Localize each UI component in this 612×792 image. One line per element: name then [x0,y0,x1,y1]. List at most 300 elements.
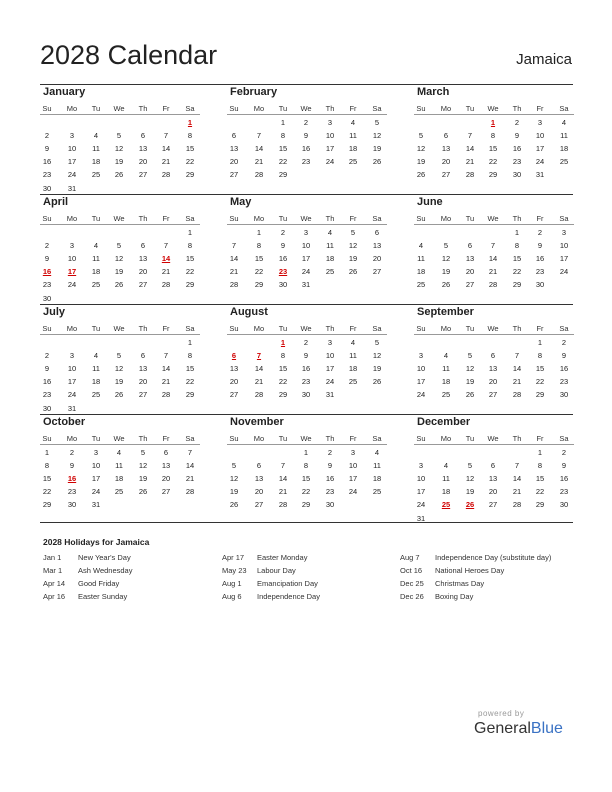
calendar-day: 15 [254,254,264,264]
calendar-day: 4 [327,228,333,237]
weekday-label: Fr [349,104,357,113]
calendar-day: 26 [416,170,426,180]
calendar-day: 23 [559,487,569,497]
weekday-label: Su [42,104,52,113]
calendar-day: 11 [442,364,450,374]
calendar-day: 7 [514,351,520,361]
calendar-day: 21 [512,377,522,387]
weekday-label: Su [416,214,426,223]
calendar-day: 17 [416,487,426,497]
calendar-day: 14 [488,254,498,264]
calendar-day: 2 [69,448,75,457]
calendar-day: 7 [163,351,169,361]
calendar-day: 1 [187,338,193,347]
calendar-day: 4 [418,241,424,251]
calendar-day: 22 [301,487,311,497]
calendar-day: 4 [116,448,122,457]
calendar-day: 12 [465,364,475,374]
weekday-label: Su [416,434,426,443]
calendar-day: 3 [69,351,75,361]
weekday-label: Sa [372,434,382,443]
calendar-day: 7 [280,461,286,471]
weekday-label: Mo [66,324,78,333]
calendar-day: 26 [348,267,358,277]
weekday-divider [414,334,574,335]
calendar-day: 20 [138,267,148,277]
weekday-label: Tu [278,324,288,333]
calendar-day: 21 [254,377,264,387]
weekday-label: Th [138,104,148,113]
month-name: December [417,416,471,428]
holiday-name: Ash Wednesday [78,566,133,575]
weekday-divider [40,224,200,225]
calendar-day: 24 [301,267,311,277]
calendar-day: 2 [280,228,286,237]
calendar-day: 7 [163,131,169,141]
calendar-day: 29 [301,500,311,510]
calendar-day: 17 [67,157,77,167]
calendar-day: 24 [325,157,335,167]
calendar-day: 7 [256,131,262,141]
calendar-day: 16 [559,474,569,484]
calendar-day: 2 [561,338,567,347]
calendar-day: 13 [161,461,171,471]
calendar-day: 11 [442,474,450,484]
calendar-day: 29 [535,500,545,510]
calendar-day: 28 [254,170,264,180]
weekday-label: Sa [372,324,382,333]
calendar-day: 27 [488,390,498,400]
weekday-label: Fr [536,434,544,443]
calendar-day: 2 [327,448,333,457]
calendar-day: 18 [91,157,101,167]
holiday-day: 1 [490,118,496,127]
calendar-day: 11 [92,364,100,374]
calendar-day: 29 [278,170,288,180]
weekday-label: Mo [66,434,78,443]
calendar-day: 5 [231,461,237,471]
weekday-label: Sa [372,104,382,113]
calendar-day: 31 [535,170,545,180]
calendar-day: 9 [44,254,50,264]
calendar-day: 1 [514,228,520,237]
calendar-day: 2 [44,351,50,361]
calendar-day: 10 [67,364,77,374]
calendar-day: 27 [229,170,239,180]
calendar-day: 29 [185,280,195,290]
holiday-day: 17 [67,267,77,277]
month-name: October [43,416,86,428]
calendar-day: 3 [327,338,333,347]
calendar-day: 25 [559,157,569,167]
calendar-day: 2 [303,338,309,347]
calendar-day: 9 [303,131,309,141]
calendar-day: 5 [350,228,356,237]
weekday-label: Mo [440,214,452,223]
calendar-day: 9 [44,364,50,374]
weekday-label: Mo [253,324,265,333]
calendar-day: 7 [490,241,496,251]
calendar-day: 5 [418,131,424,141]
holiday-name: Independence Day (substitute day) [435,553,552,562]
calendar-day: 15 [278,364,288,374]
calendar-day: 15 [301,474,311,484]
weekday-label: Th [138,324,148,333]
holiday-date: Mar 1 [43,566,63,575]
holiday-name: National Heroes Day [435,566,505,575]
calendar-day: 22 [185,157,195,167]
calendar-day: 2 [537,228,543,237]
calendar-day: 24 [535,157,545,167]
weekday-label: Th [512,214,522,223]
calendar-day: 4 [350,338,356,347]
calendar-day: 14 [229,254,239,264]
calendar-day: 8 [490,131,496,141]
calendar-day: 1 [537,338,543,347]
calendar-day: 29 [185,170,195,180]
holiday-day: 23 [278,267,288,277]
calendar-day: 12 [114,144,124,154]
calendar-day: 6 [467,241,473,251]
calendar-day: 20 [488,487,498,497]
calendar-day: 10 [325,131,335,141]
calendar-day: 26 [372,377,382,387]
calendar-day: 27 [138,390,148,400]
calendar-day: 16 [301,364,311,374]
calendar-day: 21 [161,157,171,167]
calendar-day: 14 [161,364,171,374]
calendar-day: 30 [67,500,77,510]
calendar-day: 10 [535,131,545,141]
calendar-day: 2 [44,131,50,141]
calendar-day: 22 [535,487,545,497]
calendar-day: 12 [114,364,124,374]
weekday-label: Sa [559,214,569,223]
weekday-divider [40,114,200,115]
calendar-day: 23 [42,390,52,400]
powered-by-text: powered by [478,709,525,718]
calendar-day: 28 [512,500,522,510]
calendar-day: 28 [254,390,264,400]
calendar-day: 18 [441,377,451,387]
calendar-day: 18 [114,474,124,484]
weekday-label: We [487,104,499,113]
calendar-day: 15 [535,364,545,374]
weekday-label: Sa [559,104,569,113]
calendar-day: 6 [443,131,449,141]
calendar-day: 23 [301,157,311,167]
weekday-label: Mo [66,104,78,113]
holiday-day: 14 [161,254,171,264]
calendar-day: 4 [561,118,567,127]
calendar-day: 3 [69,241,75,251]
weekday-label: Su [42,324,52,333]
month-december [414,414,574,524]
weekday-label: Sa [185,104,195,113]
month-april [40,194,200,304]
calendar-day: 20 [229,377,239,387]
calendar-day: 1 [44,448,50,457]
calendar-day: 1 [187,228,193,237]
calendar-day: 19 [348,254,358,264]
weekday-label: Tu [91,104,101,113]
calendar-day: 25 [91,170,101,180]
calendar-day: 8 [256,241,262,251]
calendar-day: 27 [229,390,239,400]
calendar-day: 22 [185,377,195,387]
calendar-day: 22 [278,157,288,167]
calendar-day: 9 [303,351,309,361]
calendar-day: 21 [254,157,264,167]
calendar-day: 20 [138,157,148,167]
calendar-day: 10 [416,364,426,374]
calendar-day: 27 [465,280,475,290]
calendar-day: 7 [187,448,193,457]
weekday-label: Th [138,434,148,443]
calendar-day: 16 [42,157,52,167]
calendar-day: 12 [372,351,382,361]
calendar-day: 25 [348,377,358,387]
calendar-day: 14 [512,474,522,484]
calendar-day: 13 [254,474,264,484]
calendar-day: 16 [301,144,311,154]
calendar-day: 3 [350,448,356,457]
holiday-day: 7 [256,351,262,361]
weekday-label: Fr [536,214,544,223]
brand-blue: Blue [530,720,563,737]
calendar-day: 22 [512,267,522,277]
calendar-day: 16 [559,364,569,374]
calendar-day: 20 [161,474,171,484]
holiday-date: Apr 16 [43,592,66,601]
calendar-day: 6 [490,461,496,471]
calendar-day: 28 [488,280,498,290]
page-title: 2028 Calendar [40,40,218,70]
calendar-day: 17 [559,254,569,264]
calendar-day: 3 [93,448,99,457]
calendar-day: 11 [326,241,334,251]
calendar-day: 18 [91,267,101,277]
calendar-day: 25 [441,390,451,400]
weekday-label: Fr [162,434,170,443]
calendar-day: 1 [303,448,309,457]
calendar-day: 16 [42,377,52,387]
holiday-date: Aug 1 [222,579,242,588]
weekday-label: We [300,434,312,443]
country-name: Jamaica [516,51,572,68]
weekday-label: Th [512,434,522,443]
weekday-label: Fr [162,324,170,333]
calendar-day: 31 [67,183,77,193]
month-february [227,84,387,194]
calendar-day: 19 [372,364,382,374]
calendar-day: 5 [116,351,122,361]
calendar-day: 29 [278,390,288,400]
calendar-day: 26 [229,500,239,510]
calendar-day: 9 [514,131,520,141]
calendar-day: 3 [69,131,75,141]
calendar-day: 30 [42,403,52,413]
weekday-label: We [113,434,125,443]
weekday-label: We [300,104,312,113]
calendar-day: 13 [229,144,239,154]
holiday-day: 16 [42,267,52,277]
calendar-day: 26 [465,390,475,400]
calendar-day: 15 [278,144,288,154]
month-october [40,414,200,524]
month-july [40,304,200,414]
weekday-label: Su [229,104,239,113]
calendar-day: 21 [278,487,288,497]
calendar-day: 17 [416,377,426,387]
calendar-day: 13 [372,241,382,251]
holiday-name: Easter Sunday [78,592,128,601]
calendar-day: 9 [561,461,567,471]
month-name: September [417,306,474,318]
calendar-day: 9 [561,351,567,361]
calendar-day: 5 [467,351,473,361]
weekday-label: Mo [440,104,452,113]
calendar-day: 23 [512,157,522,167]
calendar-day: 30 [42,183,52,193]
calendar-day: 19 [372,144,382,154]
brand-logo[interactable] [474,720,563,738]
calendar-day: 31 [325,390,335,400]
weekday-label: Th [512,104,522,113]
calendar-day: 4 [93,351,99,361]
calendar-day: 29 [42,500,52,510]
weekday-label: We [300,214,312,223]
month-november [227,414,387,524]
calendar-day: 11 [349,131,357,141]
weekday-label: Tu [465,104,475,113]
calendar-day: 16 [535,254,545,264]
calendar-day: 8 [187,131,193,141]
month-name: August [230,306,268,318]
weekday-label: Fr [536,104,544,113]
calendar-day: 8 [187,241,193,251]
calendar-day: 6 [163,448,169,457]
calendar-day: 12 [465,474,475,484]
calendar-day: 14 [161,144,171,154]
calendar-day: 3 [303,228,309,237]
calendar-day: 22 [42,487,52,497]
weekday-label: Tu [465,324,475,333]
calendar-day: 30 [559,390,569,400]
calendar-day: 8 [187,351,193,361]
calendar-day: 6 [140,131,146,141]
calendar-day: 20 [441,157,451,167]
calendar-day: 25 [348,157,358,167]
calendar-day: 19 [114,267,124,277]
calendar-day: 14 [512,364,522,374]
weekday-label: We [113,214,125,223]
calendar-day: 16 [278,254,288,264]
holiday-day: 1 [187,118,193,127]
calendar-day: 10 [91,461,101,471]
calendar-day: 14 [185,461,195,471]
calendar-day: 28 [229,280,239,290]
calendar-day: 5 [374,338,380,347]
calendar-day: 30 [42,293,52,303]
calendar-day: 25 [91,280,101,290]
calendar-day: 25 [91,390,101,400]
holiday-date: Apr 17 [222,553,245,562]
calendar-day: 22 [254,267,264,277]
weekday-divider [227,444,387,445]
calendar-day: 25 [325,267,335,277]
holiday-name: Emancipation Day [257,579,318,588]
calendar-day: 7 [467,131,473,141]
calendar-day: 1 [280,118,286,127]
calendar-day: 10 [67,144,77,154]
calendar-day: 15 [512,254,522,264]
calendar-day: 31 [91,500,101,510]
weekday-label: We [487,324,499,333]
holiday-day: 6 [231,351,237,361]
holiday-date: Aug 7 [400,553,420,562]
calendar-day: 30 [325,500,335,510]
calendar-day: 21 [488,267,498,277]
calendar-day: 3 [537,118,543,127]
calendar-day: 27 [488,500,498,510]
calendar-day: 10 [67,254,77,264]
weekday-label: Tu [91,214,101,223]
calendar-day: 23 [67,487,77,497]
calendar-day: 28 [185,487,195,497]
calendar-day: 30 [278,280,288,290]
weekday-label: Mo [253,214,265,223]
calendar-day: 31 [67,403,77,413]
calendar-day: 21 [161,267,171,277]
calendar-day: 20 [465,267,475,277]
calendar-day: 12 [138,461,148,471]
calendar-day: 11 [115,461,123,471]
weekday-label: Su [229,434,239,443]
calendar-day: 30 [535,280,545,290]
calendar-day: 18 [559,144,569,154]
holiday-name: Labour Day [257,566,296,575]
weekday-label: Su [416,104,426,113]
weekday-label: Su [42,214,52,223]
weekday-label: Mo [253,104,265,113]
calendar-day: 14 [278,474,288,484]
weekday-label: Su [229,324,239,333]
calendar-day: 26 [114,170,124,180]
holiday-day: 25 [441,500,451,510]
holiday-name: Independence Day [257,592,320,601]
weekday-label: We [113,104,125,113]
calendar-day: 19 [465,377,475,387]
calendar-day: 11 [560,131,568,141]
calendar-day: 30 [559,500,569,510]
calendar-day: 25 [416,280,426,290]
calendar-day: 20 [229,157,239,167]
calendar-day: 28 [512,390,522,400]
calendar-day: 11 [92,144,100,154]
calendar-day: 18 [441,487,451,497]
holiday-date: Dec 26 [400,592,424,601]
calendar-day: 8 [514,241,520,251]
calendar-day: 29 [512,280,522,290]
calendar-day: 26 [138,487,148,497]
calendar-day: 13 [441,144,451,154]
calendar-day: 4 [350,118,356,127]
calendar-day: 31 [416,513,426,523]
calendar-day: 23 [42,170,52,180]
weekday-label: Tu [465,434,475,443]
holiday-date: Oct 16 [400,566,423,575]
